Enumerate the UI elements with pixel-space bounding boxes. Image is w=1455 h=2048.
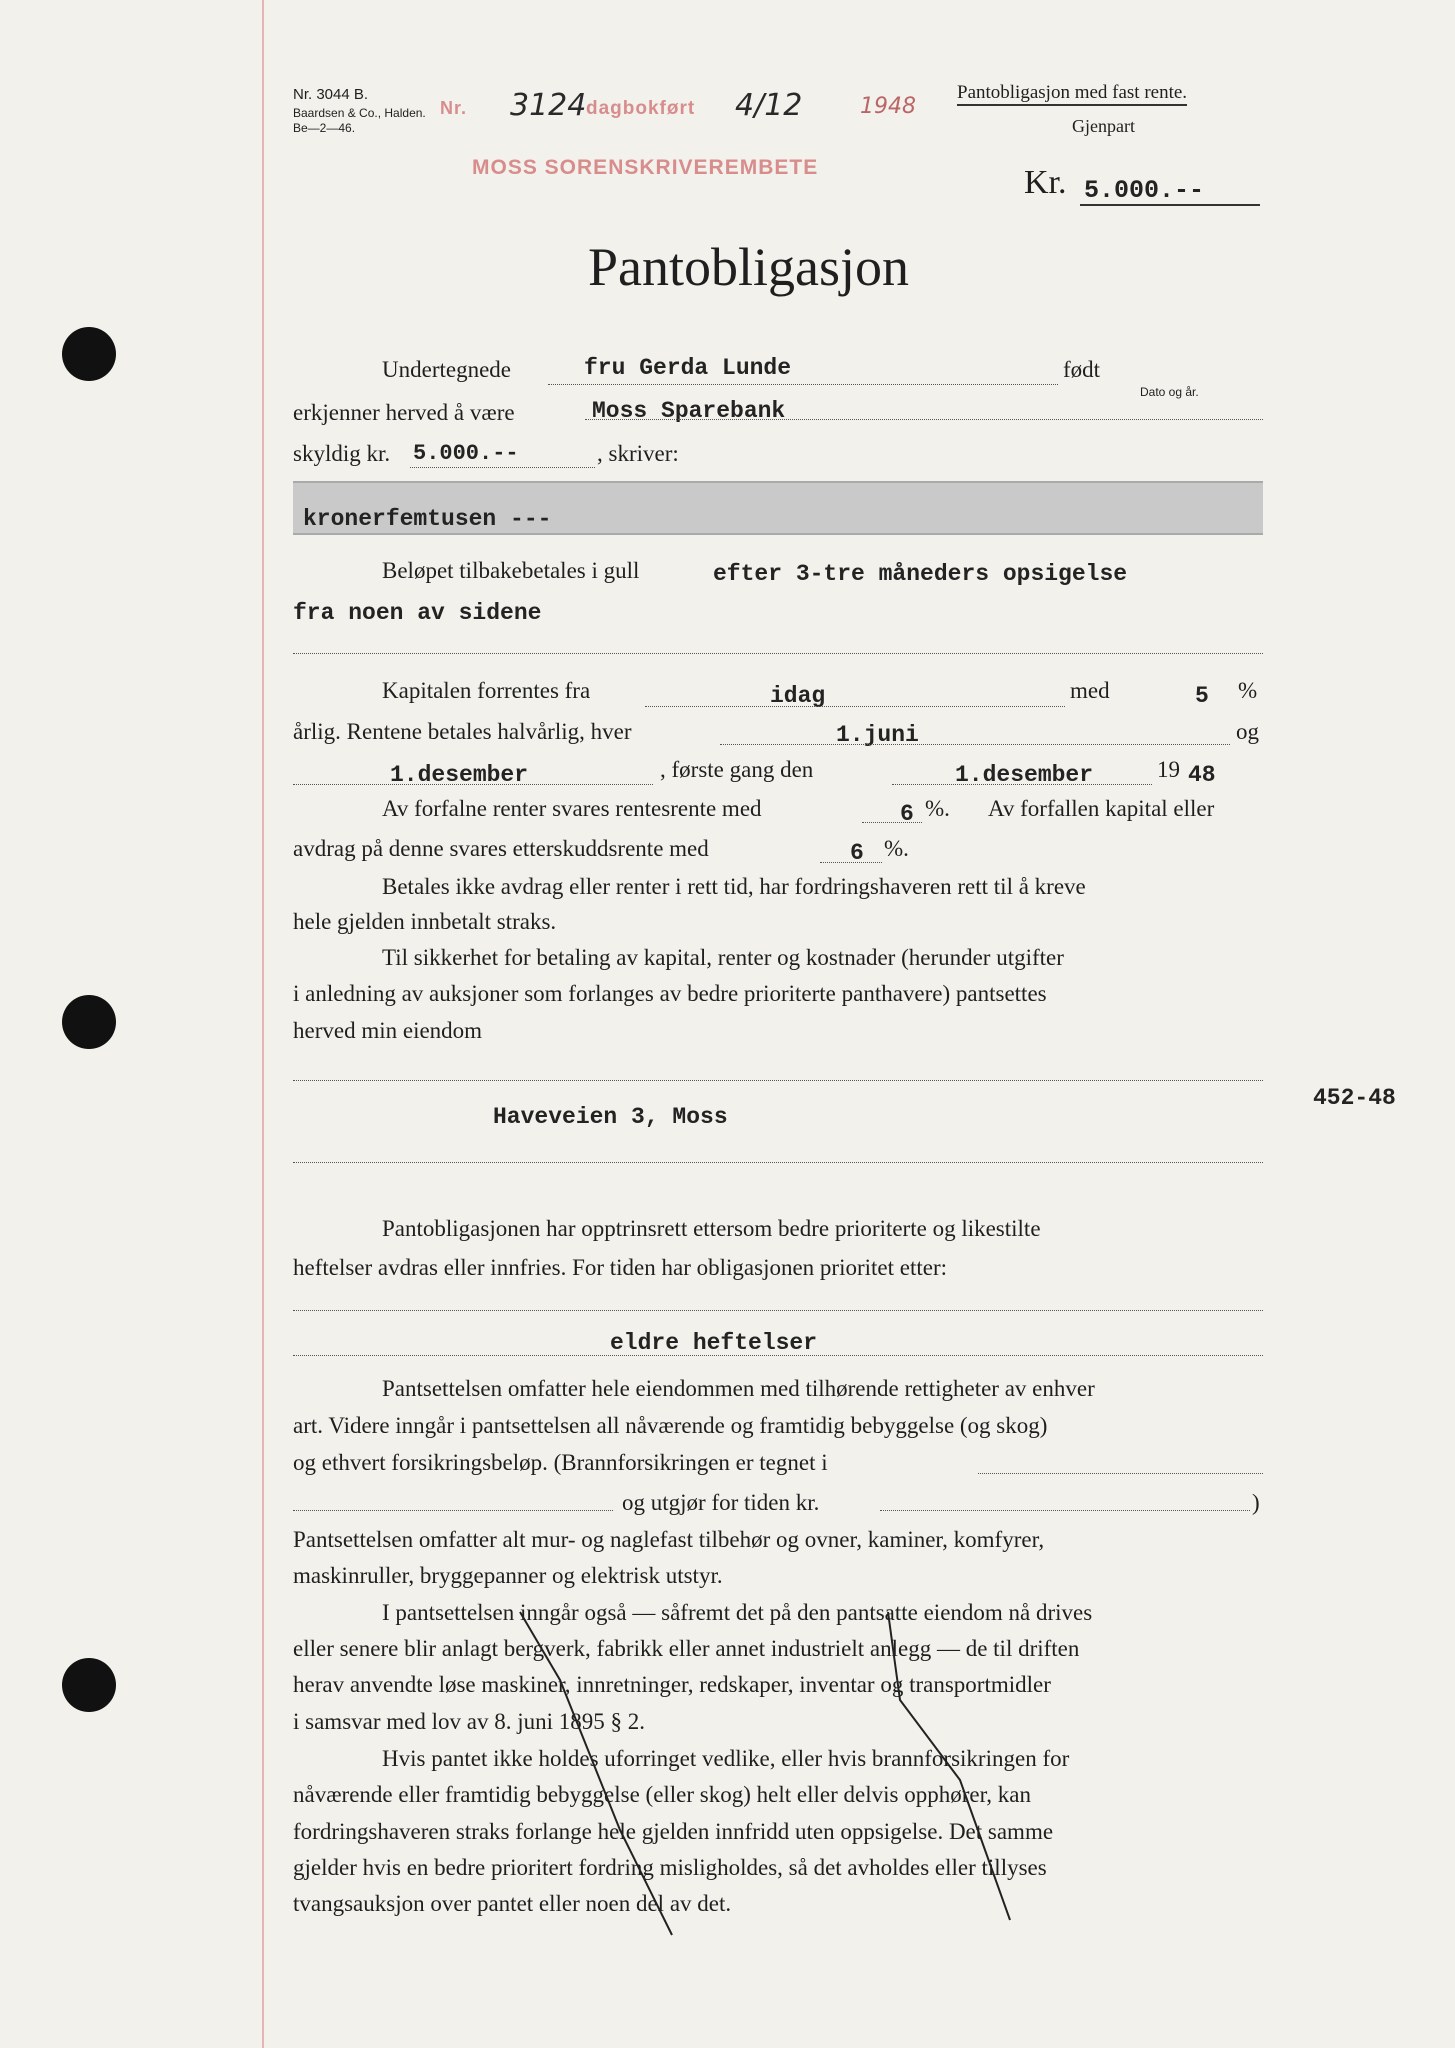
printer-name: Baardsen & Co., Halden. [293, 106, 426, 120]
property-address: Haveveien 3, Moss [493, 1104, 728, 1130]
avdrag-pct: %. [884, 836, 909, 861]
scope-line-13: fordringshaveren straks forlange hele gjelden innfridd uten oppsigelse. Det samme [293, 1819, 1054, 1844]
interest-rate: 5 [1195, 683, 1209, 709]
percent-sign: % [1238, 678, 1258, 703]
interest-from: idag [770, 683, 826, 709]
arlig-label: årlig. Rentene betales halvårlig, hver [293, 719, 632, 744]
priority-value: eldre heftelser [610, 1330, 818, 1356]
print-code: Be—2—46. [293, 121, 356, 135]
debtor-name: fru Gerda Lunde [584, 355, 792, 381]
scope-line-8: eller senere blir anlagt bergverk, fabrikk eller annet industrielt anlegg — de til driften [293, 1636, 1080, 1661]
scope-line-7: I pantsettelsen inngår også — såfremt det på den pantsatte eiendom nå drives [382, 1600, 1093, 1625]
margin-note: 452-48 [1313, 1085, 1396, 1111]
undertegnede-label: Undertegnede [382, 357, 511, 382]
clause-2-line-2: i anledning av auksjoner som forlanges av bedre prioriterte panthavere) pantsettes [293, 981, 1047, 1006]
late-interest-text: Av forfalne renter svares rentesrente med [382, 796, 762, 821]
scope-line-1: Pantsettelsen omfatter hele eiendommen med tilhørende rettigheter av enhver [382, 1376, 1095, 1401]
fodt-label: født [1063, 357, 1101, 382]
form-number: Nr. 3044 B. [293, 86, 369, 103]
scope-line-5: Pantsettelsen omfatter alt mur- og naglefast tilbehør og ovner, kaminer, komfyrer, [293, 1527, 1045, 1552]
og-label: og [1236, 719, 1259, 744]
skyldig-label: skyldig kr. [293, 441, 391, 466]
forste-label: , første gang den [660, 757, 814, 782]
scope-line-9: herav anvendte løse maskiner, innretninger, redskaper, inventar og transportmidler [293, 1672, 1051, 1697]
scope-line-10: i samsvar med lov av 8. juni 1895 § 2. [293, 1709, 645, 1734]
stamp-prefix: Nr. [440, 98, 468, 118]
debt-amount: 5.000.-- [413, 441, 519, 466]
clause-2-line-1: Til sikkerhet for betaling av kapital, renter og kostnader (herunder utgifter [382, 945, 1064, 970]
clause-1-line-1: Betales ikke avdrag eller renter i rett tid, har fordringshaveren rett til å kreve [382, 874, 1086, 899]
scope-line-4-end: ) [1252, 1490, 1260, 1515]
dato-label: Dato og år. [1140, 385, 1199, 399]
office-stamp: MOSS SORENSKRIVEREMBETE [472, 156, 819, 179]
skriver-label: , skriver: [597, 441, 679, 466]
repayment-terms-1: efter 3-tre måneders opsigelse [713, 561, 1128, 587]
late-interest-pct: %. [925, 796, 950, 821]
clause-2-line-3: herved min eiendom [293, 1018, 483, 1043]
scope-line-15: tvangsauksjon over pantet eller noen del av det. [293, 1891, 732, 1916]
late-capital-text: Av forfallen kapital eller [988, 796, 1215, 821]
med-label: med [1070, 678, 1110, 703]
scope-line-14: gjelder hvis en bedre prioritert fordring misligholdes, så det avholdes eller tillyses [293, 1855, 1047, 1880]
payment-date-2: 1.desember [390, 762, 529, 788]
scope-line-4: og utgjør for tiden kr. [622, 1490, 820, 1515]
late-interest-rate: 6 [900, 801, 914, 827]
scope-line-3: og ethvert forsikringsbeløp. (Brannforsikringen er tegnet i [293, 1450, 828, 1475]
clause-1-line-2: hele gjelden innbetalt straks. [293, 909, 557, 934]
scope-line-2: art. Videre inngår i pantsettelsen all nåværende og framtidig bebyggelse (og skog) [293, 1413, 1048, 1438]
creditor-name: Moss Sparebank [592, 398, 786, 424]
year-prefix: 19 [1157, 757, 1180, 782]
erkjenner-label: erkjenner herved å være [293, 400, 515, 425]
repayment-label: Beløpet tilbakebetales i gull [382, 558, 640, 583]
amount-label: Kr. [1024, 164, 1067, 201]
journal-date: 4/12 [735, 88, 803, 123]
year-suffix: 48 [1188, 762, 1216, 788]
scope-line-6: maskinruller, bryggepanner og elektrisk utstyr. [293, 1563, 723, 1588]
avdrag-rate: 6 [850, 840, 864, 866]
first-payment-date: 1.desember [955, 762, 1094, 788]
priority-line-2: heftelser avdras eller innfries. For tiden har obligasjonen prioritet etter: [293, 1255, 947, 1280]
payment-date-1: 1.juni [836, 722, 919, 748]
kapitalen-label: Kapitalen forrentes fra [382, 678, 591, 703]
amount-in-words: kronerfemtusen --- [303, 506, 552, 532]
amount-value: 5.000.-- [1084, 176, 1205, 205]
journal-year: 1948 [860, 94, 916, 119]
scope-line-12: nåværende eller framtidig bebyggelse (eller skog) helt eller delvis opphører, kan [293, 1782, 1032, 1807]
avdrag-text: avdrag på denne svares etterskuddsrente med [293, 836, 709, 861]
document-title: Pantobligasjon [588, 237, 909, 297]
stamp-dagbokfort: dagbokført [586, 98, 696, 119]
scope-line-11: Hvis pantet ikke holdes uforringet vedlike, eller hvis brannforsikringen for [382, 1746, 1070, 1771]
repayment-terms-2: fra noen av sidene [293, 600, 542, 626]
priority-line-1: Pantobligasjonen har opptrinsrett ettersom bedre prioriterte og likestilte [382, 1216, 1041, 1241]
form-title: Pantobligasjon med fast rente. [957, 82, 1187, 106]
journal-number: 3124 [510, 88, 587, 123]
copy-label: Gjenpart [1072, 116, 1135, 136]
